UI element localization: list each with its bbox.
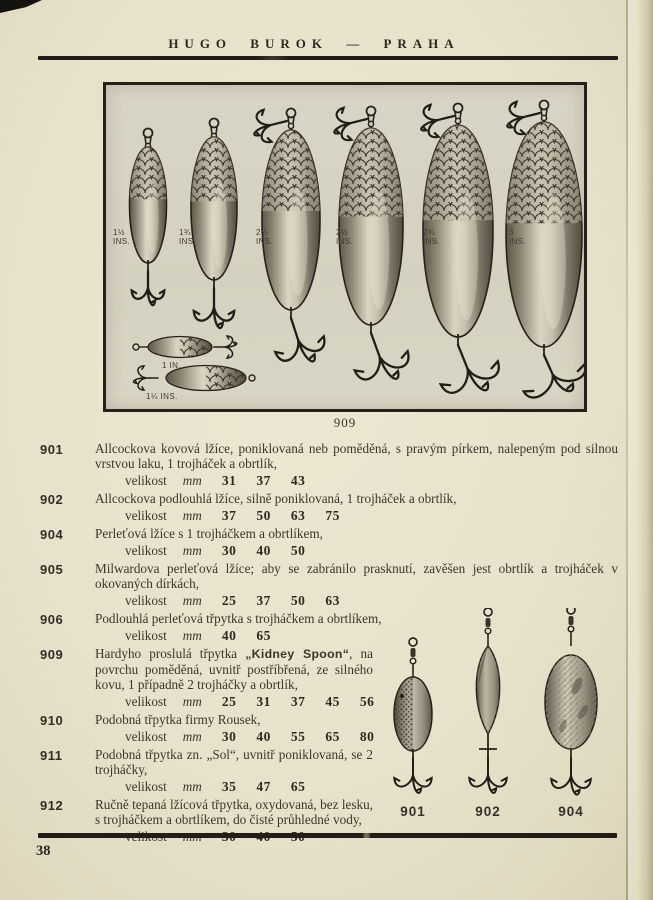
item-number: 902 <box>40 492 64 507</box>
item-number: 912 <box>40 798 64 813</box>
catalog-entry <box>40 526 618 558</box>
spoon-size-label: 3 INS. <box>509 228 527 246</box>
item-description: Perleťová lžíce s 1 trojháčkem a obrtlíkem, <box>95 526 323 541</box>
figure-item-number: 901 <box>400 804 426 819</box>
item-number: 905 <box>40 562 64 577</box>
small-spoon-illustration <box>134 365 255 401</box>
item-description: Podobná třpytka firmy Rousek, <box>95 712 261 727</box>
item-description: Allcockova podlouhlá lžíce, silně poniklovaná, 1 trojháček a obrtlík, <box>95 491 457 506</box>
item-number: 904 <box>40 527 64 542</box>
spoon-size-label: 2¼ INS. <box>256 228 274 246</box>
item-description-block <box>95 712 373 744</box>
lure-902-illustration <box>469 608 506 793</box>
spoon-illustration <box>502 97 584 408</box>
item-description: Allcockova kovová lžíce, poniklovaná neb poměděná, s pravým pírkem, nalepeným pod silnou vrstvou laku, 1 trojháček a obrtlík, <box>95 441 618 471</box>
item-number: 909 <box>40 647 64 662</box>
spoon-illustration <box>416 100 506 405</box>
item-description: Podobná třpytka zn. „Sol“, uvnitř poniklovaná, se 2 trojháčky, <box>95 747 373 777</box>
header-rule <box>38 56 618 60</box>
swivel-ring-icon <box>287 109 296 118</box>
footer-rule <box>38 833 617 838</box>
lure-figure-svg <box>385 608 615 809</box>
item-number: 910 <box>40 713 64 728</box>
item-description-block <box>95 526 618 558</box>
spoon-size-label: 1½ INS. <box>113 228 131 246</box>
small-spoon-illustration <box>133 336 237 370</box>
item-sizes: velikost mm 25 31 37 45 56 <box>125 694 375 709</box>
spoon-size-label: 2¾ INS. <box>423 228 441 246</box>
page-title: HUGO BUROK — PRAHA <box>168 36 460 51</box>
item-description-block <box>95 646 373 709</box>
catalog-entry <box>40 491 618 523</box>
item-sizes: velikost mm 30 40 50 <box>125 543 306 558</box>
swivel-ring-icon <box>144 129 153 138</box>
spoon-size-label: 2½ INS. <box>336 228 354 246</box>
item-description-block <box>95 747 373 794</box>
spoon-illustration <box>249 105 330 372</box>
item-sizes: velikost mm 31 37 43 <box>125 473 306 488</box>
catalog-entry <box>40 441 618 488</box>
item-number: 901 <box>40 442 64 457</box>
figure-item-number: 904 <box>558 804 584 819</box>
item-description: Ručně tepaná lžícová třpytka, oxydovaná, bez lesku, s trojháčkem a obrtlíkem, do čisté průhledné vody, <box>95 797 373 827</box>
item-sizes: velikost mm 40 65 <box>125 628 271 643</box>
item-number: 911 <box>40 748 63 763</box>
scan-edge-artifact <box>0 0 42 13</box>
item-description-block <box>95 561 618 608</box>
item-sizes: velikost mm 30 40 55 65 80 <box>125 729 375 744</box>
plate-caption: 909 <box>333 415 357 430</box>
page-number: 38 <box>36 843 51 859</box>
item-description-block <box>95 491 618 523</box>
figure-item-number: 902 <box>475 804 501 819</box>
item-sizes: velikost mm 25 37 50 63 <box>125 593 340 608</box>
page-edge-shadow <box>628 0 653 900</box>
spoon-size-label: 1¼ INS. <box>146 392 178 401</box>
item-number: 906 <box>40 612 64 627</box>
lure-figure <box>385 608 615 830</box>
lure-figure-labels <box>385 804 615 824</box>
spoon-illustration <box>329 103 415 391</box>
lure-904-illustration <box>545 608 597 795</box>
item-sizes: velikost mm 35 47 65 <box>125 779 306 794</box>
spoon-plate-illustration <box>103 82 587 412</box>
swivel-ring-icon <box>210 119 219 128</box>
spoon-size-label: 1 IN. <box>162 361 181 370</box>
item-description: Milwardova perleťová lžíce; aby se zabránilo prasknutí, zavěšen jest obrtlík a trojháček v okovaných dírkách, <box>95 561 618 591</box>
catalog-entry <box>40 561 618 608</box>
lure-901-illustration <box>394 638 432 793</box>
item-description: Podlouhlá perleťová třpytka s trojháčkem a obrtlíkem, <box>95 611 382 626</box>
spoon-size-label: 1¾ INS. <box>179 228 197 246</box>
item-sizes: velikost mm 37 50 63 75 <box>125 508 340 523</box>
swivel-ring-icon <box>454 104 463 113</box>
item-description: Hardyho proslulá třpytka „Kidney Spoon“, na povrchu poměděná, uvnitř postříbřená, ze silného kovu, 1 případně 2 trojháčky a obrtlík, <box>95 646 373 692</box>
swivel-ring-icon <box>367 107 376 116</box>
spoon-plate-svg <box>106 85 584 409</box>
swivel-ring-icon <box>540 101 549 110</box>
spoon-illustration <box>179 119 237 328</box>
spoon-illustration <box>113 129 167 306</box>
item-description-block <box>95 441 618 488</box>
